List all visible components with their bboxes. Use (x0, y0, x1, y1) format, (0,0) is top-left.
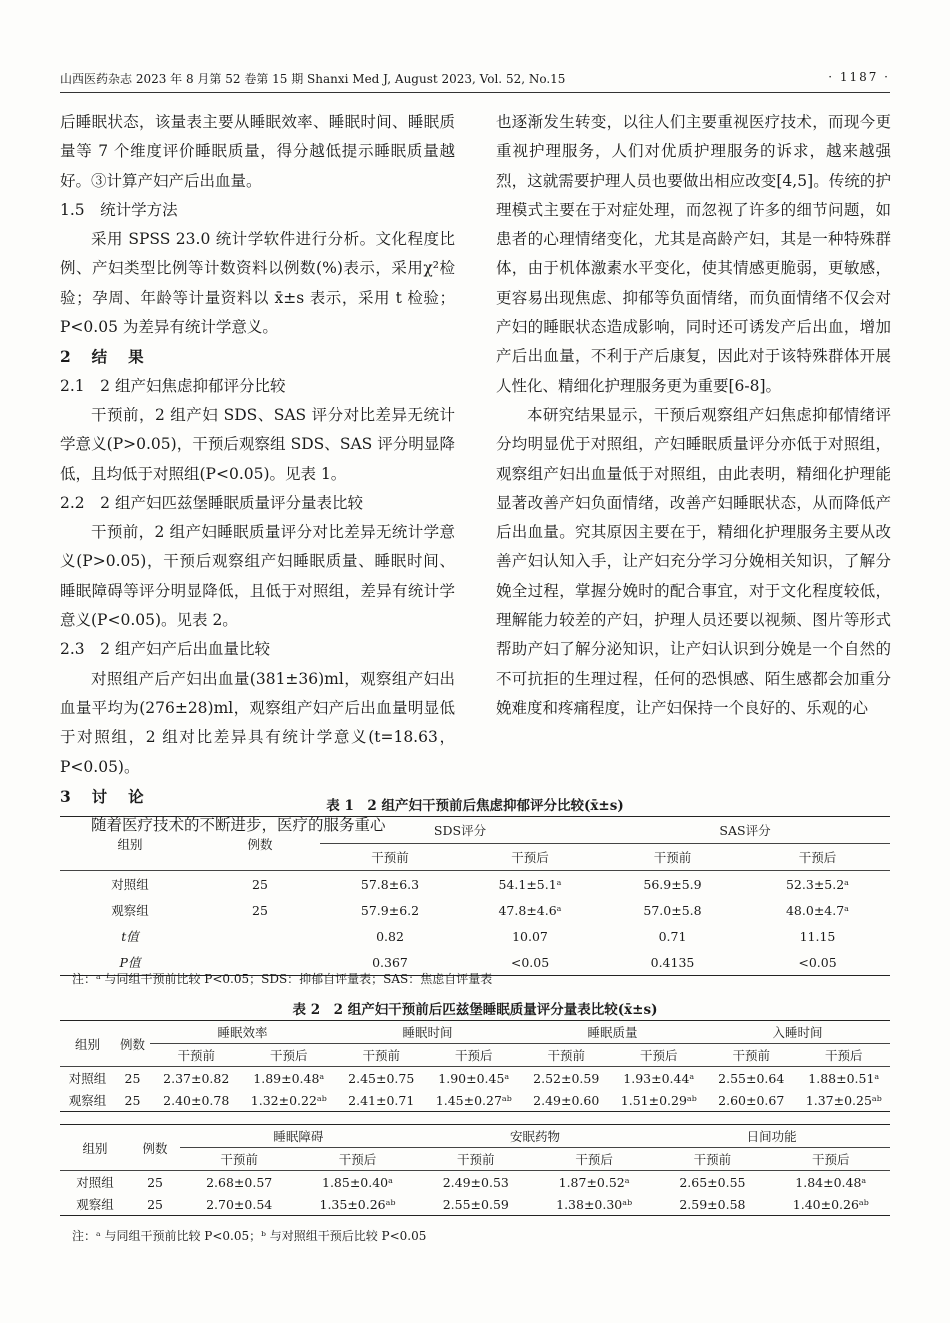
header-cell: 例数 (119, 1036, 145, 1052)
page-number: · 1187 · (828, 70, 890, 84)
table-cell: 1.90±0.45ᵃ (438, 1070, 510, 1086)
table-cell: 25 (124, 1092, 141, 1108)
table-2-part-1 (60, 1020, 890, 1112)
table-cell: 1.51±0.29ᵃᵇ (620, 1092, 697, 1108)
header-cell: 干预后 (812, 1152, 850, 1167)
header-cell: 例数 (142, 1140, 168, 1156)
header-cell: 睡眠障碍 (180, 1125, 417, 1148)
table-cell: 2.60±0.67 (718, 1092, 785, 1108)
header-cell: 干预前 (220, 1152, 258, 1167)
table-cell: 1.93±0.44ᵃ (623, 1070, 695, 1086)
table-2-note: 注：ᵃ 与同组干预前比较 P<0.05；ᵇ 与对照组干预后比较 P<0.05 (72, 1229, 427, 1243)
table-row (60, 1089, 890, 1112)
table-2-part-2 (60, 1124, 890, 1216)
paragraph: 采用 SPSS 23.0 统计学软件进行分析。文化程度比例、产妇类型比例等计数资料以例数(%)表示，采用χ²检验；孕周、年龄等计量资料以 x̄±s 表示，采用 t 检验；P<0.05 为差异有统计学意义。 (60, 230, 455, 337)
section-heading: 3 讨 论 (60, 786, 152, 806)
table-cell: 1.87±0.52ᵃ (558, 1174, 630, 1190)
table-cell: 0.71 (658, 928, 687, 944)
table-row (60, 1193, 890, 1216)
section-heading: 2 结 果 (60, 347, 152, 367)
table-cell: 47.8±4.6ᵃ (498, 902, 562, 918)
table-cell: 对照组 (111, 877, 149, 892)
table-cell: 2.65±0.55 (679, 1174, 746, 1190)
table-cell: 25 (147, 1174, 163, 1190)
header-cell: 干预后 (639, 1048, 678, 1063)
table-cell: 48.0±4.7ᵃ (785, 902, 849, 918)
table-cell: 57.8±6.3 (360, 876, 420, 892)
header-cell: 干预前 (732, 1048, 770, 1063)
table-cell: 10.07 (512, 928, 548, 944)
section-heading: 2.2 2 组产妇匹兹堡睡眠质量评分量表比较 (60, 493, 363, 512)
table-cell: 1.38±0.30ᵃᵇ (556, 1196, 633, 1212)
table-cell: 25 (252, 902, 268, 918)
table-cell: 1.35±0.26ᵃᵇ (319, 1196, 396, 1212)
header-cell: 干预后 (454, 1048, 493, 1063)
paragraph: 本研究结果显示，干预后观察组产妇焦虑抑郁情绪评分均明显优于对照组，产妇睡眠质量评分亦低于对照组，观察组产妇出血量低于对照组，由此表明，精细化护理能显著改善产妇负面情绪，改善产妇睡眠状态，从而降低产后出血量。究其原因主要在于，精细化护理服务主要从改善产妇认知入手，让产妇充分学习分娩相关知识，了解分娩全过程，掌握分娩时的配合事宜，对于文化程度较低，理解能力较差的产妇，护理人员还要以视频、图片等形式帮助产妇了解分泌知识，让产妇认识到分娩是一个自然的不可抗拒的生理过程，任何的恐惧感、陌生感都会加重分娩难度和疼痛程度，让产妇保持一个良好的、乐观的心 (496, 405, 891, 717)
header-cell: 干预后 (269, 1048, 308, 1063)
table-2-title: 表 2 2 组产妇干预前后匹兹堡睡眠质量评分量表比较(x̄±s) (292, 1002, 658, 1018)
table-cell: 2.70±0.54 (206, 1196, 273, 1212)
table-cell: 2.45±0.75 (348, 1070, 415, 1086)
table-cell: 1.37±0.25ᵃᵇ (805, 1092, 882, 1108)
table-cell: t值 (121, 929, 139, 944)
header-cell: 睡眠时间 (335, 1021, 520, 1044)
header-cell: SDS评分 (320, 817, 600, 844)
table-cell: 2.68±0.57 (206, 1174, 273, 1190)
header-cell: 例数 (247, 836, 273, 852)
header-cell: 干预前 (547, 1048, 585, 1063)
table-row (60, 897, 890, 923)
section-heading: 2.3 2 组产妇产后出血量比较 (60, 640, 270, 659)
table-cell: 11.15 (799, 928, 836, 944)
table-cell: 0.82 (376, 928, 404, 944)
paragraph: 后睡眠状态，该量表主要从睡眠效率、睡眠时间、睡眠质量等 7 个维度评价睡眠质量，得分越低提示睡眠质量越好。③计算产妇产后出血量。 (60, 113, 455, 190)
table-cell: 2.55±0.64 (718, 1070, 785, 1086)
table-cell: 对照组 (76, 1175, 114, 1190)
header-cell: 干预前 (177, 1048, 215, 1063)
table-cell: 2.37±0.82 (163, 1070, 230, 1086)
table-cell: 1.85±0.40ᵃ (322, 1174, 393, 1190)
table-1-title: 表 1 2 组产妇干预前后焦虑抑郁评分比较(x̄±s) (326, 798, 624, 814)
table-cell: 观察组 (68, 1093, 107, 1108)
table-cell: 56.9±5.9 (643, 876, 702, 892)
table-cell: 2.41±0.71 (348, 1092, 415, 1108)
table-cell: <0.05 (510, 954, 550, 970)
table-cell: 0.367 (372, 954, 408, 970)
table-1 (60, 816, 890, 976)
table-cell: 1.89±0.48ᵃ (253, 1070, 325, 1086)
table-cell: 观察组 (111, 903, 149, 918)
header-cell: 干预前 (653, 850, 692, 865)
section-heading: 1.5 统计学方法 (60, 200, 178, 219)
header-cell: 入睡时间 (705, 1021, 890, 1044)
table-cell: 2.59±0.58 (679, 1196, 746, 1212)
table-cell (200, 923, 320, 949)
table-row (60, 1067, 890, 1090)
table-cell: 1.84±0.48ᵃ (795, 1174, 867, 1190)
header-cell: SAS评分 (600, 817, 890, 844)
header-cell: 组别 (74, 1036, 100, 1052)
table-cell: 对照组 (68, 1071, 107, 1086)
table-cell: 57.0±5.8 (643, 902, 702, 918)
paragraph: 干预前，2 组产妇 SDS、SAS 评分对比差异无统计学意义(P>0.05)，干预后观察组 SDS、SAS 评分明显降低，且均低于对照组(P<0.05)。见表 1。 (60, 405, 455, 483)
left-column (60, 108, 455, 840)
table-cell: 2.49±0.60 (533, 1092, 600, 1108)
header-cell: 干预后 (798, 850, 837, 865)
table-cell: 1.32±0.22ᵃᵇ (250, 1092, 327, 1108)
header-cell: 干预后 (824, 1048, 863, 1063)
table-cell: 2.55±0.59 (442, 1196, 509, 1212)
table-cell: 54.1±5.1ᵃ (498, 876, 562, 892)
journal-citation: 山西医药杂志 2023 年 8 月第 52 卷第 15 期 Shanxi Med J, August 2023, Vol. 52, No.15 (60, 72, 566, 86)
table-cell: 2.40±0.78 (163, 1092, 230, 1108)
header-cell: 干预后 (338, 1152, 377, 1167)
table-cell: <0.05 (798, 954, 837, 970)
header-cell: 安眠药物 (417, 1125, 654, 1148)
table-cell: 25 (124, 1070, 141, 1086)
header-cell: 干预前 (371, 850, 409, 865)
header-cell: 干预前 (457, 1152, 495, 1167)
running-header (60, 66, 890, 93)
table-cell: P值 (119, 955, 141, 970)
header-cell: 组别 (82, 1140, 108, 1156)
header-cell: 组别 (117, 836, 143, 852)
header-cell: 干预后 (511, 850, 549, 865)
section-heading: 2.1 2 组产妇焦虑抑郁评分比较 (60, 376, 286, 395)
table-cell: 57.9±6.2 (360, 902, 420, 918)
table-row (60, 923, 890, 949)
table-cell: 1.45±0.27ᵃᵇ (435, 1092, 512, 1108)
right-column (496, 108, 891, 723)
table-cell: 25 (252, 876, 268, 892)
table-row (60, 1171, 890, 1194)
header-cell: 睡眠质量 (520, 1021, 705, 1044)
table-cell: 观察组 (76, 1197, 114, 1212)
paragraph: 也逐渐发生转变，以往人们主要重视医疗技术，而现今更重视护理服务，人们对优质护理服务的诉求，越来越强烈，这就需要护理人员也要做出相应改变[4,5]。传统的护理模式主要在于对症处理，而忽视了许多的细节问题，如患者的心理情绪变化，尤其是高龄产妇，其是一种特殊群体，由于机体激素水平变化，使其情感更脆弱，更敏感，更容易出现焦虑、抑郁等负面情绪，而负面情绪不仅会对产妇的睡眠状态造成影响，同时还可诱发产后出血，增加产后出血量，不利于产后康复，因此对于该特殊群体开展人性化、精细化护理服务更为重要[6-8]。 (496, 113, 891, 395)
header-cell: 干预前 (693, 1152, 732, 1167)
table-1-note: 注：ᵃ 与同组干预前比较 P<0.05；SDS：抑郁自评量表；SAS：焦虑自评量表 (72, 972, 493, 986)
header-cell: 日间功能 (653, 1125, 890, 1148)
table-cell: 1.88±0.51ᵃ (808, 1070, 880, 1086)
table-cell: 25 (147, 1196, 163, 1212)
paragraph: 干预前，2 组产妇睡眠质量评分对比差异无统计学意义(P>0.05)，干预后观察组产妇睡眠质量、睡眠时间、睡眠障碍等评分明显降低，且低于对照组，差异有统计学意义(P<0.05)。见表 2。 (60, 523, 455, 630)
table-row (60, 871, 890, 898)
table-cell: 2.52±0.59 (533, 1070, 600, 1086)
table-cell: 52.3±5.2ᵃ (785, 876, 849, 892)
header-cell: 睡眠效率 (150, 1021, 335, 1044)
header-cell: 干预前 (362, 1048, 400, 1063)
table-cell: 0.4135 (650, 954, 695, 970)
paragraph: 对照组产后产妇出血量(381±36)ml，观察组产妇出血量平均为(276±28)ml，观察组产妇产后出血量明显低于对照组，2 组对比差异具有统计学意义(t=18.63，P<0.05)。 (60, 669, 455, 776)
table-cell: 1.40±0.26ᵃᵇ (792, 1196, 869, 1212)
paragraph: 随着医疗技术的不断进步，医疗的服务重心 (91, 816, 386, 835)
header-cell: 干预后 (575, 1152, 613, 1167)
table-cell: 2.49±0.53 (442, 1174, 509, 1190)
